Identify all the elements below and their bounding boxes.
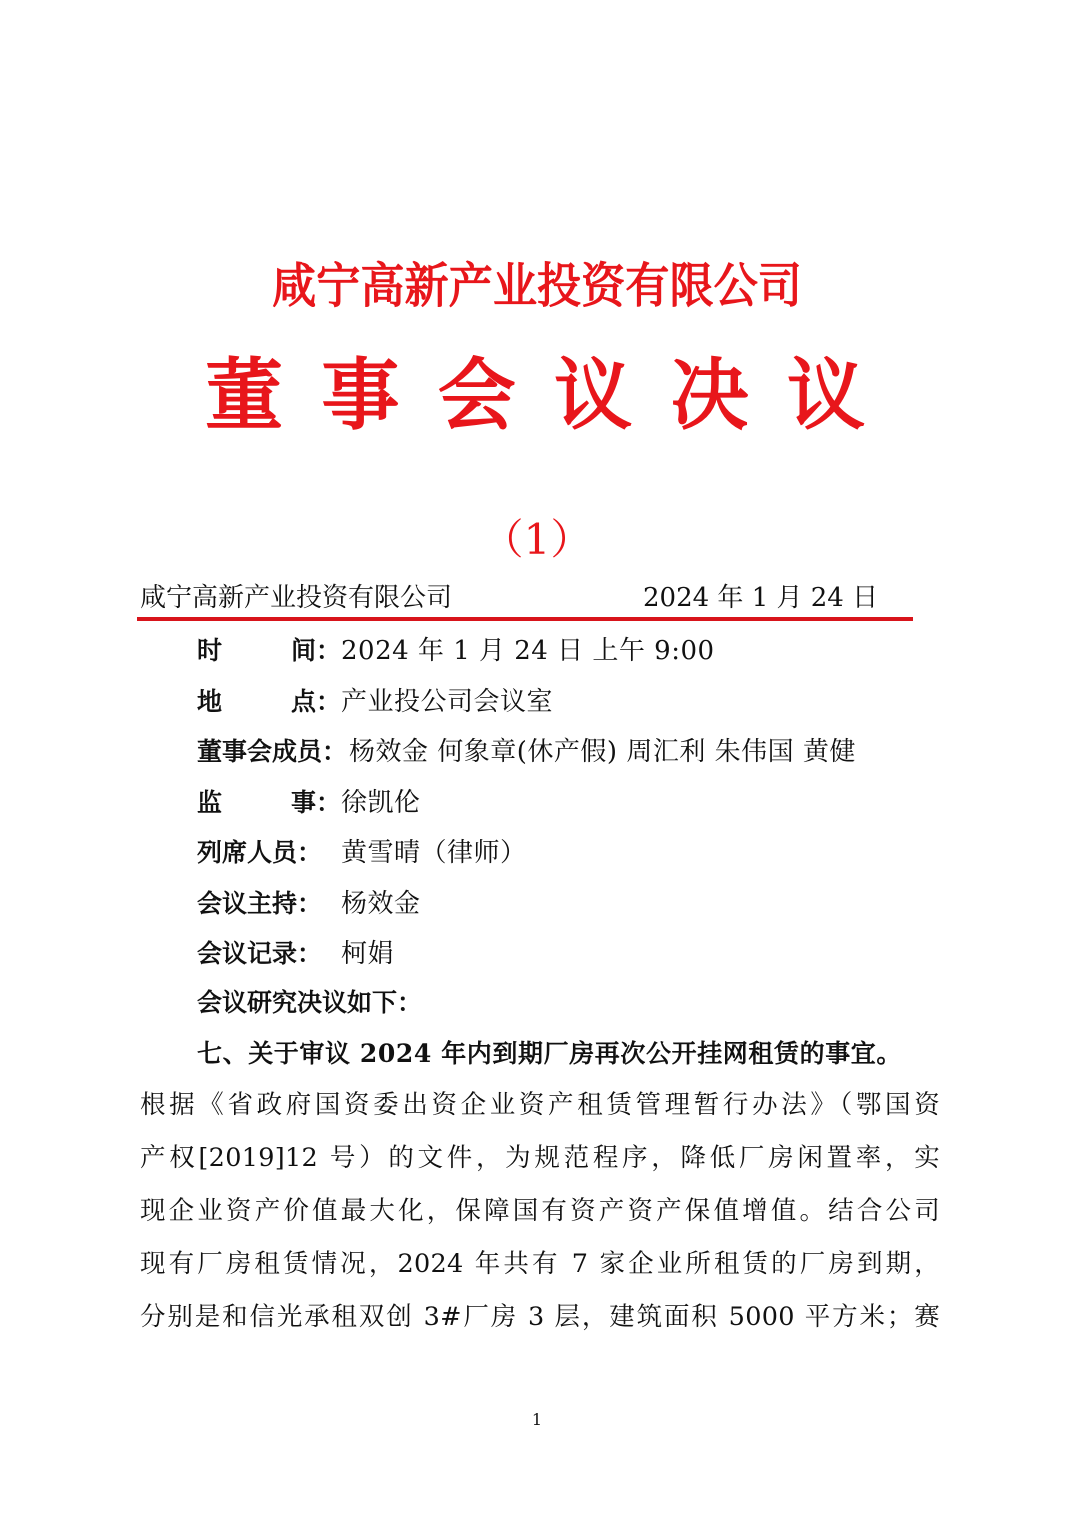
attendees-value: 黄雪晴（律师） [341,838,527,868]
recorder-label: 会议记录： [197,939,323,968]
board-members-value: 杨效金 何象章(休产假) 周汇利 朱伟国 黄健 [349,737,856,767]
label-tail [291,778,341,829]
body-line: 根据《省政府国资委出资企业资产租赁管理暂行办法》（鄂国资 [140,1090,940,1120]
recorder-row [197,929,957,980]
issuer-name: 咸宁高新产业投资有限公司 [140,583,453,613]
label-char: 地 [197,686,223,716]
meeting-info [197,626,957,980]
host-row [197,879,957,930]
recorder-value: 柯娟 [341,939,395,969]
label-tail [291,677,341,728]
supervisor-label [197,778,341,829]
document-title-char: 议 [786,350,865,441]
document-title-char: 事 [321,350,400,441]
meeting-place-row [197,677,957,728]
document-title-char: 会 [437,350,516,441]
label-colon: ： [315,686,341,716]
label-tail [291,626,341,677]
body-line: 产权[2019]12 号）的文件，为规范程序，降低厂房闲置率，实 [140,1143,940,1173]
document-title [205,350,865,442]
label-char: 时 [197,636,223,665]
label-char: 点 [290,686,316,716]
supervisor-value: 徐凯伦 [341,787,421,818]
document-number: （1） [481,515,593,564]
issue-date: 2024 年 1 月 24 日 [643,583,879,613]
resolutions-intro: 会议研究决议如下： [197,988,423,1017]
label-char: 事 [290,787,316,817]
host-label: 会议主持： [197,888,323,918]
document-title-char: 董 [205,350,284,441]
meeting-time-value: 2024 年 1 月 24 日 上午 9:00 [341,636,715,666]
resolution-heading: 七、关于审议 2024 年内到期厂房再次公开挂网租赁的事宜。 [197,1039,902,1068]
red-divider-rule [137,617,913,621]
board-members-label: 董事会成员： [197,737,348,766]
body-line: 现有厂房租赁情况，2024 年共有 7 家企业所租赁的厂房到期， [140,1249,940,1279]
attendees-row [197,828,957,879]
body-line: 现企业资产价值最大化，保障国有资产资产保值增值。结合公司 [140,1196,940,1226]
host-value: 杨效金 [341,888,421,919]
supervisor-row [197,778,957,829]
attendees-label: 列席人员： [197,838,323,867]
resolution-body [140,1079,940,1344]
board-members-row [197,727,957,778]
meeting-place-value: 产业投公司会议室 [341,686,554,717]
document-title-char: 议 [554,350,633,441]
meeting-time-row [197,626,957,677]
document-title-char: 决 [670,350,749,441]
label-colon: ： [315,636,341,665]
meeting-place-label [197,677,341,728]
meeting-time-label [197,626,341,677]
page-number: 1 [531,1410,543,1429]
label-char: 间 [290,636,316,665]
label-char: 监 [197,787,223,817]
label-colon: ： [315,787,341,817]
company-title: 咸宁高新产业投资有限公司 [272,258,802,314]
body-line: 分别是和信光承租双创 3#厂房 3 层，建筑面积 5000 平方米；赛 [140,1302,940,1332]
